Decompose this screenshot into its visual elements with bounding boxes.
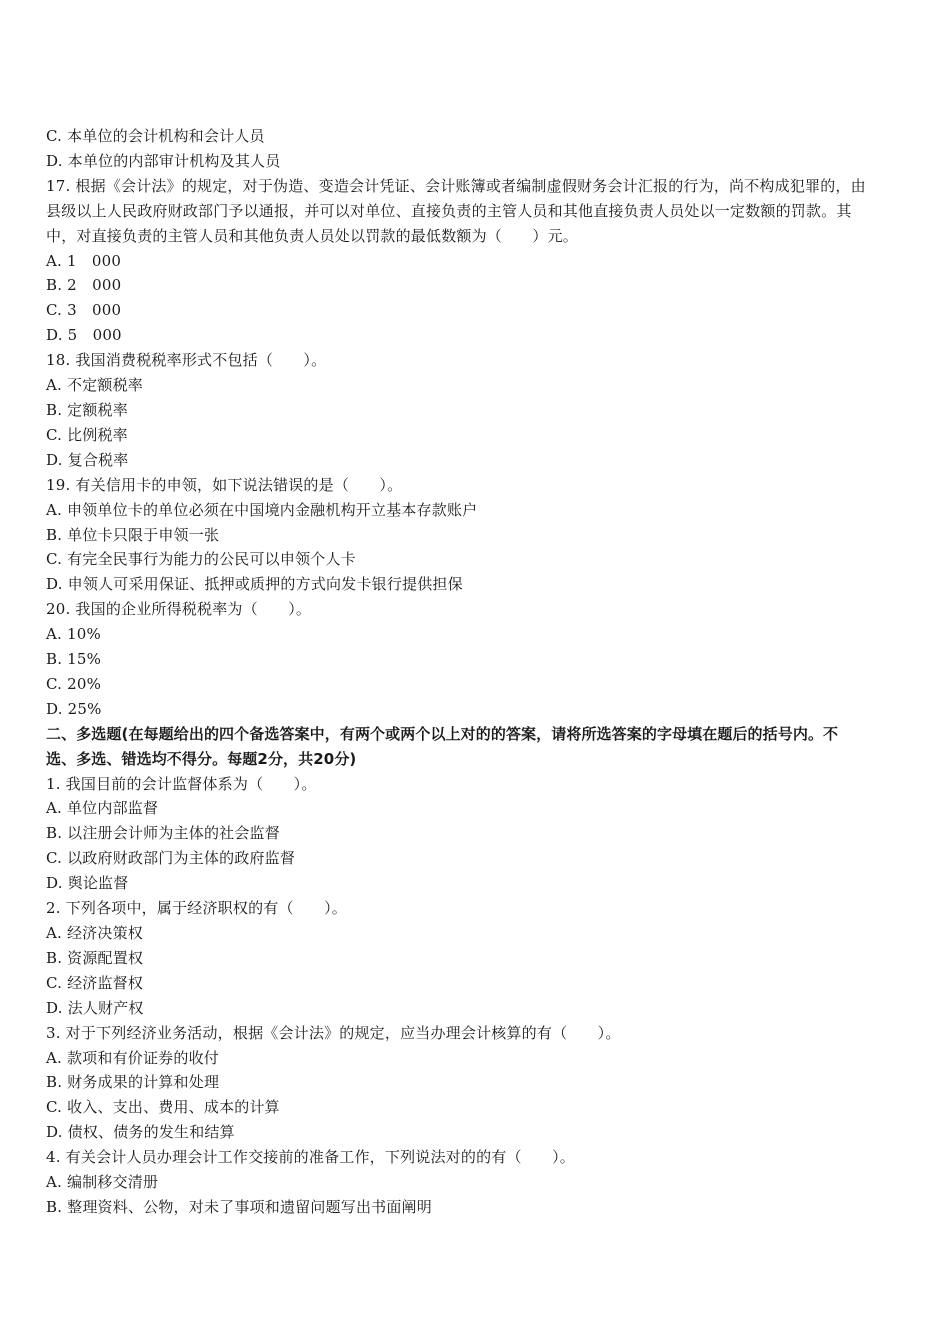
text-line: A. 1 000 <box>46 251 122 270</box>
text-line: C. 20% <box>46 674 102 693</box>
text-line: D. 本单位的内部审计机构及其人员 <box>46 151 281 170</box>
text-line: A. 不定额税率 <box>46 376 143 395</box>
text-line: A. 款项和有价证券的收付 <box>46 1048 219 1067</box>
text-line: 4. 有关会计人员办理会计工作交接前的准备工作，下列说法对的的有（ ）。 <box>46 1148 575 1167</box>
exam-content <box>46 124 866 1220</box>
text-line: C. 本单位的会计机构和会计人员 <box>46 127 265 145</box>
text-line: 3. 对于下列经济业务活动，根据《会计法》的规定，应当办理会计核算的有（ ）。 <box>46 1023 621 1042</box>
text-line: A. 10% <box>46 625 101 644</box>
text-line: D. 舆论监督 <box>46 874 129 893</box>
text-line: D. 申领人可采用保证、抵押或质押的方式向发卡银行提供担保 <box>46 575 463 594</box>
text-line: B. 整理资料、公物，对未了事项和遗留问题写出书面阐明 <box>46 1197 432 1216</box>
text-line: B. 15% <box>46 650 102 669</box>
text-line: B. 单位卡只限于申领一张 <box>46 525 220 544</box>
text-line: 19. 有关信用卡的申领，如下说法错误的是（ ）。 <box>46 475 403 494</box>
text-line: B. 以注册会计师为主体的社会监督 <box>46 824 280 843</box>
text-line: A. 经济决策权 <box>46 924 143 942</box>
text-line: B. 2 000 <box>46 276 122 295</box>
text-line: D. 5 000 <box>46 326 122 345</box>
text-line: B. 资源配置权 <box>46 948 144 967</box>
text-line: C. 经济监督权 <box>46 973 144 992</box>
text-line: C. 以政府财政部门为主体的政府监督 <box>46 849 296 868</box>
text-line: 2. 下列各项中，属于经济职权的有（ ）。 <box>46 899 347 918</box>
text-line: B. 财务成果的计算和处理 <box>46 1073 220 1092</box>
question-paragraph: 17. 根据《会计法》的规定，对于伪造、变造会计凭证、会计账簿或者编制虚假财务会计汇报的行为，尚不构成犯罪的，由县级以上人民政府财政部门予以通报，并可以对单位、直接负责的主管人员和其他直接负责人员处以一定数额的罚款。其中，对直接负责的主管人员和其他负责人员处以罚款的最低数额为（ ）元。 <box>46 176 866 245</box>
text-line: D. 法人财产权 <box>46 998 144 1017</box>
text-line: D. 债权、债务的发生和结算 <box>46 1123 235 1142</box>
text-line: A. 编制移交清册 <box>46 1173 159 1192</box>
text-line: D. 复合税率 <box>46 450 129 469</box>
text-line: A. 申领单位卡的单位必须在中国境内金融机构开立基本存款账户 <box>46 500 478 519</box>
text-line: 18. 我国消费税税率形式不包括（ ）。 <box>46 351 327 370</box>
text-line: D. 25% <box>46 699 102 718</box>
text-line: 1. 我国目前的会计监督体系为（ ）。 <box>46 774 317 793</box>
text-line: B. 定额税率 <box>46 400 128 419</box>
text-line: A. 单位内部监督 <box>46 799 159 818</box>
text-line: C. 比例税率 <box>46 425 128 444</box>
text-line: C. 3 000 <box>46 301 122 320</box>
section-heading: 二、多选题(在每题给出的四个备选答案中，有两个或两个以上对的的答案，请将所选答案的字母填在题后的括号内。不选、多选、错选均不得分。每题2分，共20分) <box>46 724 839 768</box>
text-line: C. 有完全民事行为能力的公民可以申领个人卡 <box>46 550 356 569</box>
text-line: C. 收入、支出、费用、成本的计算 <box>46 1098 280 1117</box>
text-line: 20. 我国的企业所得税税率为（ ）。 <box>46 600 312 619</box>
